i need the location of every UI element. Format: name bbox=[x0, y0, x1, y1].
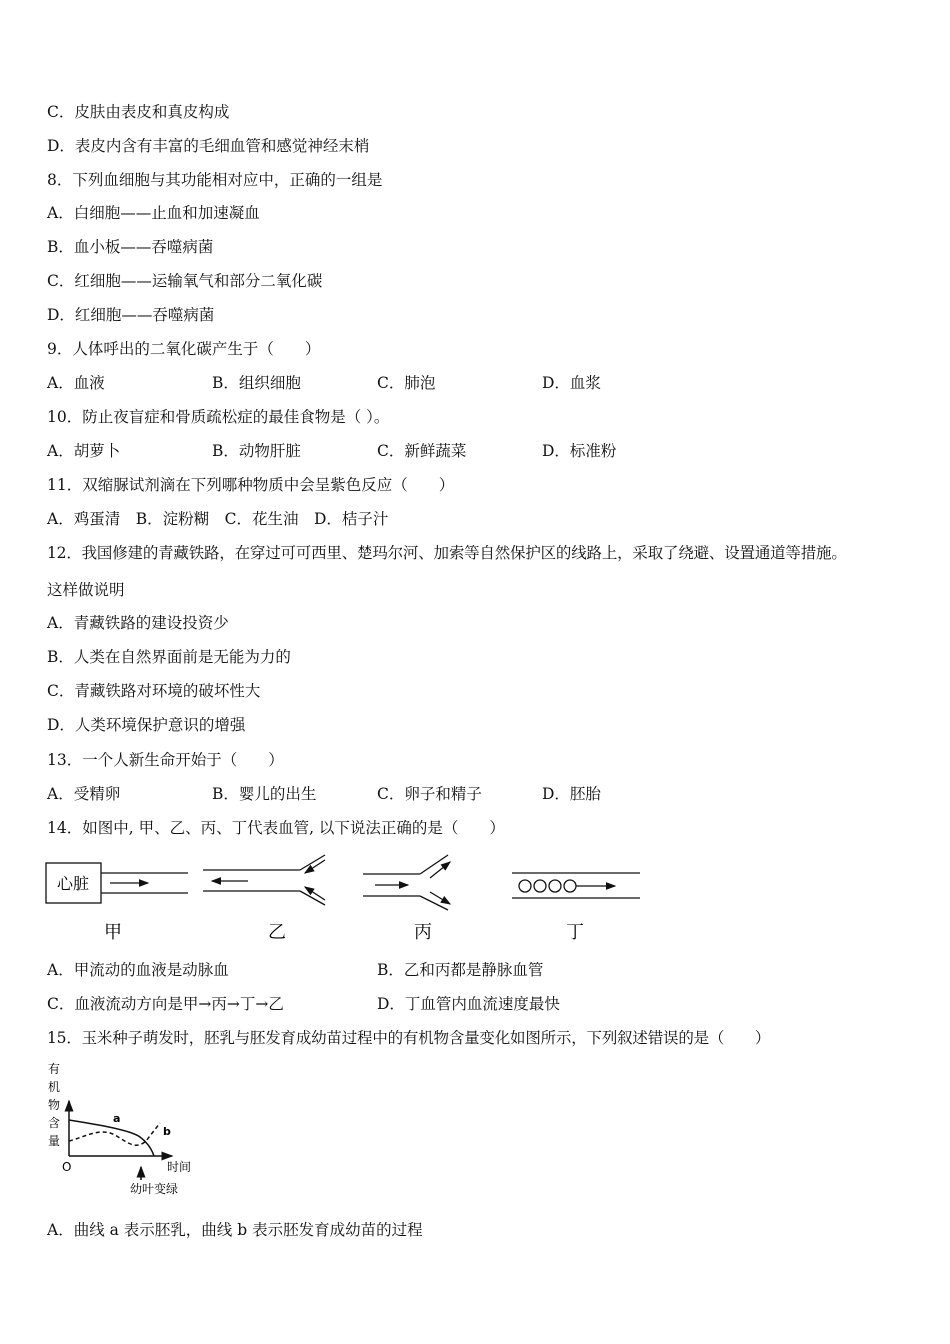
annotation-leaves-green: 幼叶变绿 bbox=[130, 1182, 179, 1196]
y-label-char: 量 bbox=[48, 1134, 61, 1148]
curve-b-label: b bbox=[163, 1125, 171, 1138]
q12-stem-cont: 这样做说明 bbox=[47, 581, 125, 599]
vessel-label-yi: 乙 bbox=[268, 922, 286, 943]
q13-option-d: D．胚胎 bbox=[542, 785, 601, 803]
y-label-char: 物 bbox=[48, 1098, 61, 1112]
q8-option-a: A．白细胞——止血和加速凝血 bbox=[47, 204, 260, 222]
vessel-label-ding: 丁 bbox=[566, 922, 584, 943]
blood-vessel-figure bbox=[40, 840, 660, 950]
q11-stem: 11．双缩脲试剂滴在下列哪种物质中会呈紫色反应（ ） bbox=[47, 476, 455, 494]
q12-option-c: C．青藏铁路对环境的破坏性大 bbox=[47, 682, 261, 700]
q14-option-c: C．血液流动方向是甲→丙→丁→乙 bbox=[47, 995, 284, 1013]
q7-option-c: C．皮肤由表皮和真皮构成 bbox=[47, 103, 230, 121]
y-label-char: 含 bbox=[48, 1116, 61, 1130]
vessel-label-jia: 甲 bbox=[104, 922, 122, 943]
q7-option-d: D．表皮内含有丰富的毛细血管和感觉神经末梢 bbox=[47, 137, 370, 155]
q8-option-b: B．血小板——吞噬病菌 bbox=[47, 238, 214, 256]
q14-option-a: A．甲流动的血液是动脉血 bbox=[47, 961, 229, 979]
y-label-char: 有 bbox=[48, 1062, 61, 1076]
curve-a-label: a bbox=[113, 1112, 121, 1125]
q15-option-a: A．曲线 a 表示胚乳，曲线 b 表示胚发育成幼苗的过程 bbox=[47, 1221, 423, 1239]
q9-option-b: B．组织细胞 bbox=[212, 374, 301, 392]
q8-option-c: C．红细胞——运输氧气和部分二氧化碳 bbox=[47, 272, 323, 290]
q14-option-b: B．乙和丙都是静脉血管 bbox=[377, 961, 544, 979]
q9-stem: 9．人体呼出的二氧化碳产生于（ ） bbox=[47, 340, 321, 358]
organic-matter-graph bbox=[40, 1055, 210, 1200]
q9-option-c: C．肺泡 bbox=[377, 374, 436, 392]
q13-option-b: B．婴儿的出生 bbox=[212, 785, 317, 803]
q15-stem: 15．玉米种子萌发时，胚乳与胚发育成幼苗过程中的有机物含量变化如图所示，下列叙述错误的是（ ） bbox=[47, 1029, 771, 1047]
q14-option-d: D．丁血管内血流速度最快 bbox=[377, 995, 560, 1013]
q13-option-a: A．受精卵 bbox=[47, 785, 121, 803]
vessel-label-bing: 丙 bbox=[414, 922, 432, 943]
q8-option-d: D．红细胞——吞噬病菌 bbox=[47, 306, 215, 324]
q13-option-c: C．卵子和精子 bbox=[377, 785, 482, 803]
q9-option-d: D．血浆 bbox=[542, 374, 601, 392]
q12-stem: 12．我国修建的青藏铁路，在穿过可可西里、楚玛尔河、加索等自然保护区的线路上，采取了绕避、设置通道等措施。 bbox=[47, 544, 847, 562]
q10-stem: 10．防止夜盲症和骨质疏松症的最佳食物是（ ）。 bbox=[47, 408, 390, 426]
q10-option-d: D．标准粉 bbox=[542, 442, 617, 460]
q11-options: A．鸡蛋清 B．淀粉糊 C．花生油 D．桔子汁 bbox=[47, 510, 389, 528]
q13-stem: 13．一个人新生命开始于（ ） bbox=[47, 751, 284, 769]
q9-option-a: A．血液 bbox=[47, 374, 105, 392]
origin-label: O bbox=[62, 1160, 72, 1174]
heart-label: 心脏 bbox=[56, 874, 90, 893]
y-label-char: 机 bbox=[48, 1080, 61, 1094]
q10-option-b: B．动物肝脏 bbox=[212, 442, 301, 460]
q12-option-b: B．人类在自然界面前是无能为力的 bbox=[47, 648, 291, 666]
q10-option-c: C．新鲜蔬菜 bbox=[377, 442, 467, 460]
q12-option-d: D．人类环境保护意识的增强 bbox=[47, 716, 246, 734]
q8-stem: 8．下列血细胞与其功能相对应中，正确的一组是 bbox=[47, 171, 383, 189]
x-axis-label: 时间 bbox=[167, 1160, 192, 1174]
q12-option-a: A．青藏铁路的建设投资少 bbox=[47, 614, 229, 632]
q10-option-a: A．胡萝卜 bbox=[47, 442, 121, 460]
q14-stem: 14．如图中, 甲、乙、丙、丁代表血管, 以下说法正确的是（ ） bbox=[47, 819, 505, 837]
